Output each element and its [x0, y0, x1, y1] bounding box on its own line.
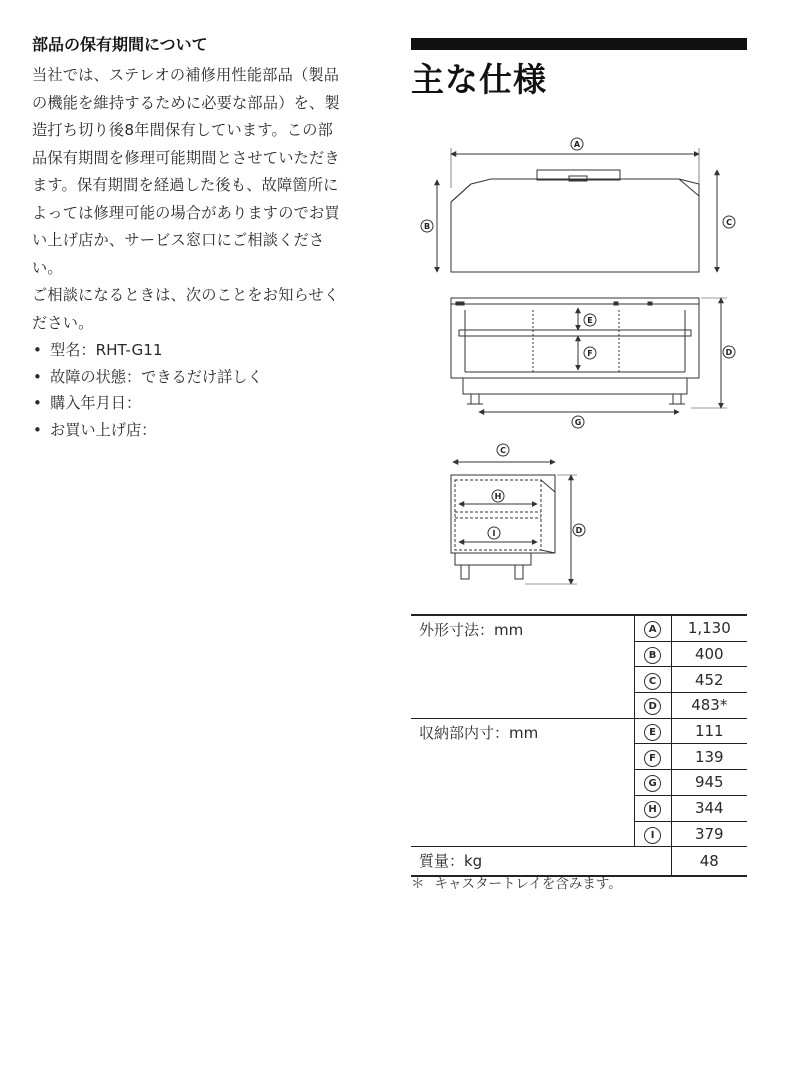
row-value: 452: [671, 667, 747, 693]
side-view-drawing: [451, 462, 577, 584]
weight-value: 48: [671, 847, 747, 876]
row-mark: E: [634, 718, 671, 744]
svg-text:F: F: [587, 349, 593, 358]
page-title: 主な仕様: [411, 60, 547, 99]
row-mark: A: [634, 615, 671, 641]
row-value: 400: [671, 641, 747, 667]
text-line: 当社では、ステレオの補修用性能部品（製品: [32, 66, 340, 84]
weight-label: 質量：kg: [411, 847, 671, 876]
section-heading: 部品の保有期間について: [32, 35, 208, 54]
row-mark: C: [634, 667, 671, 693]
text-line: ださい。: [32, 313, 94, 332]
top-view-drawing: [437, 148, 717, 272]
dimension-diagram: [411, 132, 751, 592]
svg-text:D: D: [725, 348, 733, 357]
text-line: 品保有期間を修理可能期間とさせていただき: [32, 148, 340, 167]
svg-text:C: C: [500, 446, 506, 455]
row-value: 111: [671, 718, 747, 744]
list-item: • 故障の状態：できるだけ詳しく: [32, 364, 367, 391]
row-mark: B: [634, 641, 671, 667]
svg-text:H: H: [494, 492, 502, 501]
text-line: い上げ店か、サービス窓口にご相談くださ: [32, 231, 325, 249]
title-bar: [411, 38, 747, 50]
dim-label-d: [723, 346, 735, 358]
dim-label-a: [571, 138, 583, 150]
text-line: の機能を維持するために必要な部品）を、製: [32, 93, 340, 112]
row-mark: H: [634, 795, 671, 821]
info-list: [32, 337, 367, 443]
dim-label-c: [723, 216, 735, 228]
table-row: [411, 718, 747, 744]
specifications-header: [411, 38, 747, 102]
svg-text:G: G: [574, 418, 582, 427]
dim-label-i: [488, 527, 500, 539]
svg-text:D: D: [575, 526, 583, 535]
svg-text:I: I: [492, 529, 496, 538]
footnote-text: キャスタートレイを含みます。: [434, 876, 622, 892]
dim-label-c2: [497, 444, 509, 456]
footnote-mark: ＊: [411, 876, 425, 892]
list-item: • お買い上げ店：: [32, 417, 367, 444]
text-line: ます。保有期間を経過した後も、故障箇所に: [32, 176, 339, 194]
row-mark: D: [634, 693, 671, 719]
dim-label-f: [584, 347, 596, 359]
row-value: 1,130: [671, 615, 747, 641]
svg-text:A: A: [573, 140, 581, 149]
svg-text:B: B: [423, 222, 431, 231]
row-value: 483*: [671, 693, 747, 719]
dim-label-d2: [573, 524, 585, 536]
contact-paragraph: [32, 282, 367, 337]
dim-label-g: [572, 416, 584, 428]
retention-paragraph: [32, 62, 367, 282]
text-line: 造打ち切り後8年間保有しています。この部: [32, 121, 334, 139]
text-line: い。: [32, 258, 63, 277]
outer-dimensions-label: 外形寸法：mm: [411, 615, 634, 718]
row-mark: F: [634, 744, 671, 770]
text-line: ご相談になるときは、次のことをお知らせく: [32, 286, 340, 304]
svg-text:C: C: [726, 218, 732, 227]
parts-retention-section: [32, 34, 367, 443]
row-value: 379: [671, 821, 747, 847]
dim-label-b: [421, 220, 433, 232]
text-line: よっては修理可能の場合がありますのでお買: [32, 203, 340, 222]
row-value: 945: [671, 770, 747, 796]
svg-text:E: E: [587, 316, 593, 325]
list-item: • 購入年月日：: [32, 390, 367, 417]
row-mark: I: [634, 821, 671, 847]
table-row: [411, 615, 747, 641]
dim-label-e: [584, 314, 596, 326]
footnote: [411, 872, 622, 892]
row-value: 139: [671, 744, 747, 770]
dim-label-h: [492, 490, 504, 502]
row-mark: G: [634, 770, 671, 796]
spec-table: [411, 614, 747, 877]
storage-dimensions-label: 収納部内寸：mm: [411, 718, 634, 846]
row-value: 344: [671, 795, 747, 821]
list-item: • 型名：RHT-G11: [32, 337, 367, 364]
